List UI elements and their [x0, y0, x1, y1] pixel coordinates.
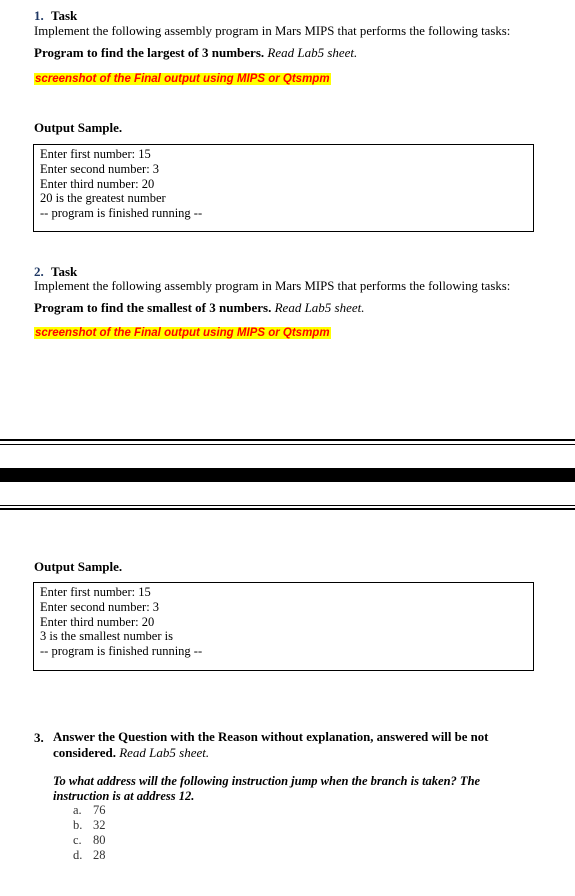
divider-rule	[0, 505, 575, 506]
option-value: 80	[93, 833, 106, 847]
option-letter: c.	[73, 833, 82, 847]
task1-program-line	[34, 45, 357, 61]
option-value: 32	[93, 818, 106, 832]
divider-rule	[0, 444, 575, 445]
task2-program-line	[34, 300, 365, 316]
output-line: Enter third number: 20	[40, 176, 155, 191]
output-line: 20 is the greatest number	[40, 191, 166, 206]
task1-intro: Implement the following assembly program in Mars MIPS that performs the following tasks:	[34, 24, 511, 38]
option-value: 28	[93, 848, 106, 862]
option-letter: a.	[73, 803, 82, 817]
task2-output-heading: Output Sample.	[34, 559, 123, 574]
output-line: Enter second number: 3	[40, 599, 160, 614]
option-item	[73, 818, 106, 833]
task1-screenshot-part2: using	[199, 73, 237, 85]
task2-screenshot-note	[34, 324, 331, 340]
task2-program: Program to find the smallest of 3 numbers.	[34, 300, 272, 315]
divider-rule	[0, 508, 575, 510]
divider-rule	[0, 439, 575, 441]
output-line: 3 is the smallest number is	[40, 629, 173, 644]
task1-screenshot-part1: screenshot of the Final output	[35, 73, 200, 85]
task1-output-box	[33, 144, 534, 232]
output-line: Enter first number: 15	[40, 585, 151, 599]
task1-number: 1.	[34, 8, 44, 23]
task1-read: Read Lab5 sheet.	[267, 45, 358, 60]
task2-output-box	[33, 582, 534, 671]
option-letter: d.	[73, 848, 83, 862]
task1-heading	[34, 8, 77, 24]
task3-read: Read Lab5 sheet.	[119, 745, 210, 760]
option-item	[73, 803, 106, 818]
option-item	[73, 848, 106, 863]
task2-screenshot-part2: MIPS or Qtsmpm	[236, 327, 330, 339]
option-value: 76	[93, 803, 106, 817]
task3-prompt-line2: instruction is at address 12.	[53, 789, 195, 803]
output-line: Enter first number: 15	[40, 147, 151, 161]
task3-question-line2: considered.	[53, 745, 116, 760]
task1-program: Program to find the largest of 3 numbers.	[34, 45, 265, 60]
task1-title: Task	[51, 8, 78, 23]
task2-number: 2.	[34, 264, 44, 279]
output-line: Enter second number: 3	[40, 161, 160, 176]
task1-screenshot-part3: MIPS or Qtsmpm	[236, 73, 330, 85]
task3-question-line1: Answer the Question with the Reason without explanation, answered will be not	[53, 730, 489, 744]
output-line: -- program is finished running --	[40, 206, 203, 221]
task3-number: 3.	[34, 730, 44, 745]
task2-title: Task	[51, 264, 78, 279]
task3-options	[73, 803, 106, 863]
task2-screenshot-part1: screenshot of the Final output using	[35, 327, 237, 339]
task2-read: Read Lab5 sheet.	[274, 300, 365, 315]
task1-output-heading: Output Sample.	[34, 120, 123, 135]
option-item	[73, 833, 106, 848]
task2-intro: Implement the following assembly program in Mars MIPS that performs the following tasks:	[34, 279, 511, 293]
task2-heading	[34, 264, 77, 280]
task3-question-line2-wrap	[53, 745, 209, 761]
option-letter: b.	[73, 818, 83, 832]
divider-bar	[0, 468, 575, 482]
task3-prompt-line1: To what address will the following instruction jump when the branch is taken? The	[53, 774, 481, 788]
task1-screenshot-note	[34, 70, 331, 86]
output-line: Enter third number: 20	[40, 614, 155, 629]
output-line: -- program is finished running --	[40, 644, 203, 659]
